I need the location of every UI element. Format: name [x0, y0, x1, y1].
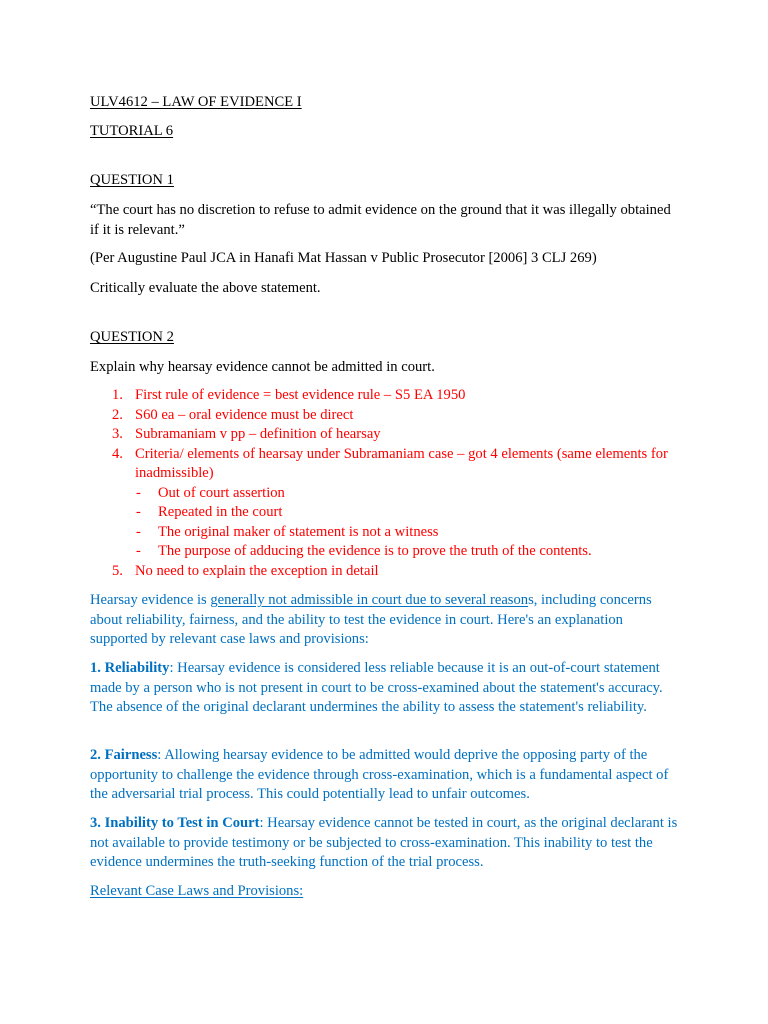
list-item: 1. First rule of evidence = best evidence rule – S5 EA 1950 [112, 387, 466, 403]
question-2-prompt: Explain why hearsay evidence cannot be admitted in court. [90, 359, 435, 375]
intro-underlined-phrase: generally not admissible in court due to several reason [210, 592, 529, 608]
hearsay-elements-list [135, 484, 680, 562]
question-1-citation: (Per Augustine Paul JCA in Hanafi Mat Hassan v Public Prosecutor [2006] 3 CLJ 269) [90, 250, 597, 266]
answer-intro: Hearsay evidence is generally not admissible in court due to several reasons, including concerns about reliability, fairness, and the ability to test the evidence in court. Here's an explanation supported by relevant case laws and provisions: [90, 592, 652, 647]
list-item: - The original maker of statement is not a witness [136, 523, 439, 540]
list-item: - Out of court assertion [136, 484, 285, 501]
reason-reliability: 1. Reliability: Hearsay evidence is considered less reliable because it is an out-of-court statement made by a person who is not present in court to be cross-examined about the statement's accuracy. The absence of the original declarant undermines the ability to assess the statement's reliability. [90, 660, 663, 715]
question-1-instruction: Critically evaluate the above statement. [90, 280, 321, 296]
reason-fairness: 2. Fairness: Allowing hearsay evidence to be admitted would deprive the opposing party of the opportunity to challenge the evidence through cross-examination, which is a fundamental aspect of the adversarial trial process. This could potentially lead to unfair outcomes. [90, 747, 669, 802]
question-1-quote: “The court has no discretion to refuse to admit evidence on the ground that it was illegally obtained if it is relevant.” [90, 202, 671, 238]
list-item: 2. S60 ea – oral evidence must be direct [112, 406, 354, 423]
course-title: ULV4612 – LAW OF EVIDENCE I [90, 94, 302, 110]
case-laws-heading: Relevant Case Laws and Provisions: [90, 883, 304, 899]
list-item: 4. Criteria/ elements of hearsay under Subramaniam case – got 4 elements (same elements for inadmissible) - Out of court assertion - Repeated in the court - The original maker of statement is not a witness - The purpose of adducing the evidence is to prove the truth of the contents. [90, 445, 680, 562]
list-item: 3. Subramaniam v pp – definition of hearsay [112, 426, 381, 442]
list-item: - Repeated in the court [136, 504, 283, 520]
answer-outline-list [90, 386, 680, 581]
list-item: 5. No need to explain the exception in detail [112, 562, 379, 579]
question-2-heading: QUESTION 2 [90, 329, 174, 345]
question-1-heading: QUESTION 1 [90, 172, 174, 188]
list-item: - The purpose of adducing the evidence is to prove the truth of the contents. [136, 543, 592, 559]
tutorial-title: TUTORIAL 6 [90, 123, 174, 139]
reason-inability-to-test: 3. Inability to Test in Court: Hearsay evidence cannot be tested in court, as the original declarant is not available to provide testimony or be subjected to cross-examination. This inability to test the evidence undermines the truth-seeking function of the trial process. [90, 815, 678, 870]
